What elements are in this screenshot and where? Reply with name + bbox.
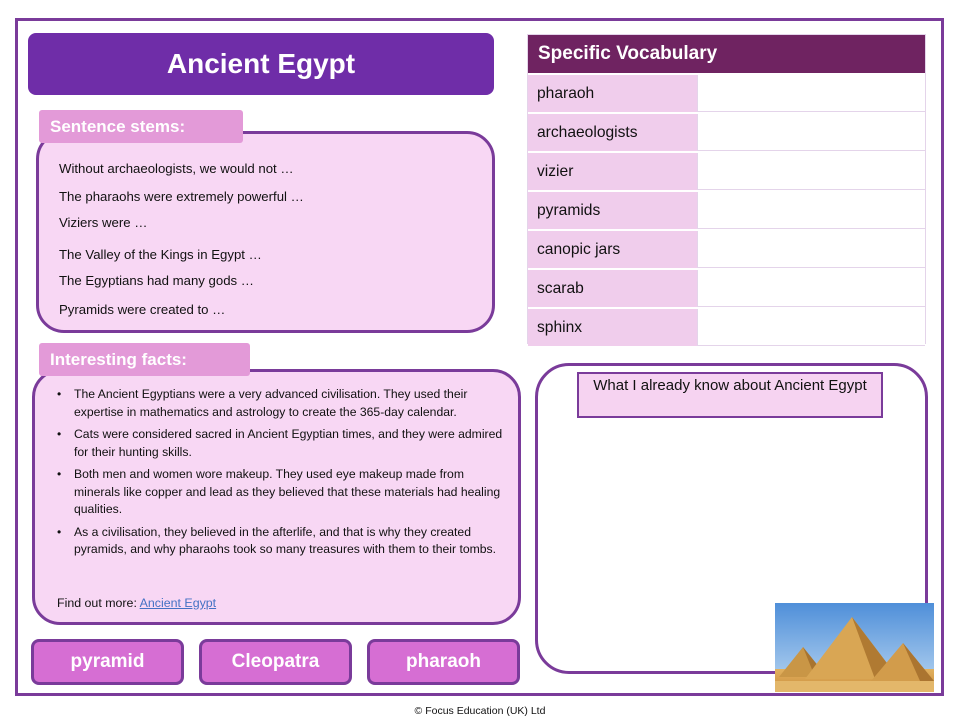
vocabulary-row [528, 268, 925, 307]
pyramids-image [775, 603, 934, 692]
facts-list [57, 386, 507, 564]
keyword-cleopatra: Cleopatra [199, 639, 352, 685]
fact-text: Both men and women wore makeup. They used eye makeup made from minerals like copper and lead as they believed that these materials had healing qualities. [74, 467, 501, 516]
bullet-icon: • [57, 467, 62, 481]
fact-item [57, 426, 507, 461]
vocabulary-term: archaeologists [528, 114, 698, 151]
sentence-stem: Viziers were … [59, 215, 148, 230]
page-title: Ancient Egypt [28, 33, 494, 95]
fact-item [57, 524, 507, 559]
vocabulary-definition-cell[interactable] [698, 309, 925, 346]
vocabulary-term: sphinx [528, 309, 698, 346]
fact-item [57, 386, 507, 421]
vocabulary-definition-cell[interactable] [698, 192, 925, 229]
vocabulary-definition-cell[interactable] [698, 231, 925, 268]
vocabulary-definition-cell[interactable] [698, 270, 925, 307]
sentence-stem: Pyramids were created to … [59, 302, 226, 317]
vocabulary-definition-cell[interactable] [698, 153, 925, 190]
vocabulary-definition-cell[interactable] [698, 75, 925, 112]
sentence-stem: The Egyptians had many gods … [59, 273, 254, 288]
sentence-stems-box [36, 131, 495, 333]
vocabulary-definition-cell[interactable] [698, 114, 925, 151]
vocabulary-row [528, 229, 925, 268]
fact-item [57, 466, 507, 519]
keyword-pharaoh: pharaoh [367, 639, 520, 685]
vocabulary-table [527, 34, 926, 344]
vocabulary-row [528, 307, 925, 346]
fact-text: As a civilisation, they believed in the afterlife, and that is why they created pyramids, and why pharaohs took so many treasures with them to their tombs. [74, 524, 497, 556]
vocabulary-term: scarab [528, 270, 698, 307]
vocabulary-row [528, 151, 925, 190]
vocabulary-term: vizier [528, 153, 698, 190]
find-out-more [57, 596, 216, 610]
vocabulary-row [528, 73, 925, 112]
bullet-icon: • [57, 387, 62, 401]
vocabulary-row [528, 112, 925, 151]
vocabulary-term: canopic jars [528, 231, 698, 268]
copyright-footer: © Focus Education (UK) Ltd [414, 705, 546, 717]
sentence-stem: The Valley of the Kings in Egypt … [59, 247, 262, 262]
ancient-egypt-link[interactable]: Ancient Egypt [139, 596, 217, 610]
vocabulary-header: Specific Vocabulary [528, 35, 925, 73]
fact-text: Cats were considered sacred in Ancient Egyptian times, and they were admired for their hunting skills. [74, 427, 503, 459]
sentence-stem: The pharaohs were extremely powerful … [59, 189, 304, 204]
fact-text: The Ancient Egyptians were a very advanced civilisation. They used their expertise in mathematics and astrology to create the 365-day calendar. [74, 387, 468, 419]
vocabulary-term: pharaoh [528, 75, 698, 112]
prior-knowledge-label: What I already know about Ancient Egypt [577, 372, 883, 418]
bullet-icon: • [57, 427, 62, 441]
interesting-facts-box [32, 369, 521, 625]
find-out-more-label: Find out more: [57, 596, 137, 610]
sentence-stems-label: Sentence stems: [39, 110, 243, 143]
vocabulary-term: pyramids [528, 192, 698, 229]
sentence-stem: Without archaeologists, we would not … [59, 161, 294, 176]
keyword-pyramid: pyramid [31, 639, 184, 685]
interesting-facts-label: Interesting facts: [39, 343, 250, 376]
bullet-icon: • [57, 524, 62, 539]
vocabulary-row [528, 190, 925, 229]
